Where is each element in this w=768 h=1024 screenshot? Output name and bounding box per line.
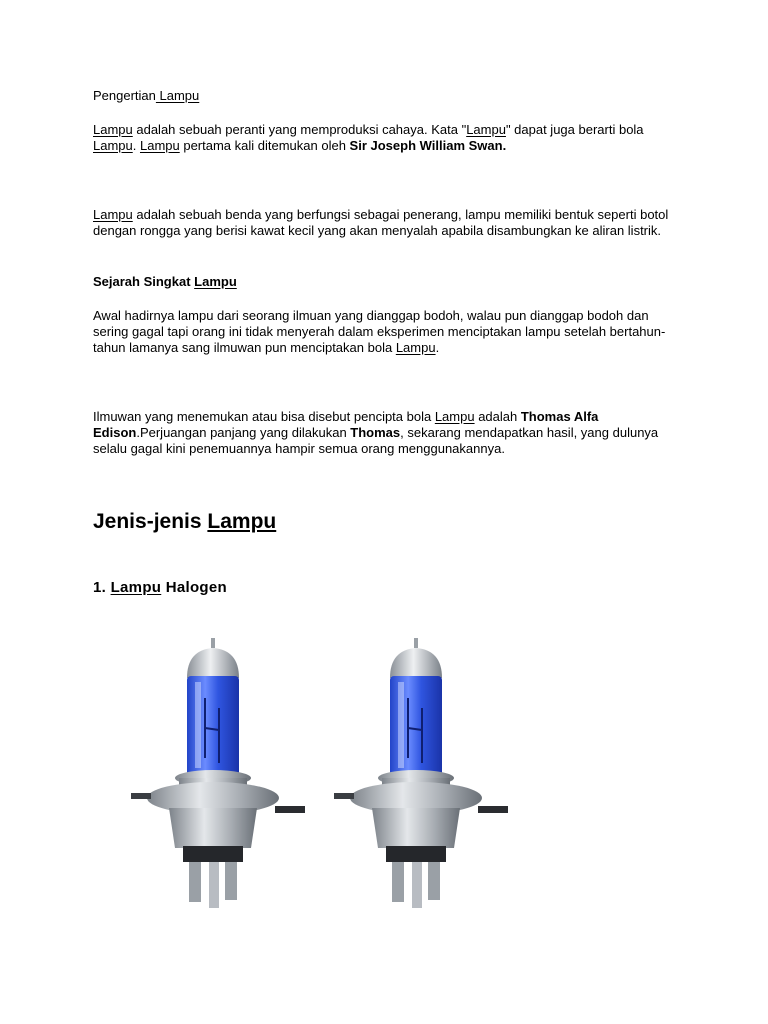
lampu-link[interactable]: Lampu	[434, 409, 475, 424]
lampu-link[interactable]: Lampu	[93, 122, 133, 137]
inventor-name: Thomas Alfa Edison	[93, 409, 599, 440]
lampu-link[interactable]: Lampu	[93, 138, 133, 153]
text: adalah	[474, 409, 521, 424]
text: pertama kali ditemukan oleh	[179, 138, 350, 153]
paragraph-inventor	[93, 409, 683, 457]
text: .	[132, 138, 140, 153]
text: Awal hadirnya lampu dari seorang ilmuan yang dianggap bodoh, walau pun dianggap bodoh dan sering gagal tapi orang ini tidak menyerah dalam eksperimen menciptakan lampu setelah bertahun-tahun lamanya sang ilmuwan pun menciptakan bola	[93, 308, 666, 355]
inventor-name: Sir Joseph William Swan.	[349, 138, 507, 153]
lampu-link[interactable]: Lampu	[395, 340, 436, 355]
paragraph-definition	[93, 122, 683, 154]
lampu-link[interactable]: Lampu	[93, 207, 133, 222]
lampu-link[interactable]: Lampu	[194, 274, 237, 289]
lampu-link[interactable]: Lampu	[466, 122, 506, 137]
halogen-subheading	[93, 578, 227, 598]
text: Sejarah Singkat	[93, 274, 195, 289]
text: adalah sebuah peranti yang memproduksi cahaya. Kata "	[132, 122, 467, 137]
text: Jenis-jenis	[93, 510, 208, 533]
lampu-link[interactable]: Lampu	[155, 88, 200, 103]
lampu-link[interactable]: Lampu	[207, 510, 277, 533]
text: 1.	[93, 579, 111, 596]
lampu-link[interactable]: Lampu	[110, 579, 162, 596]
sejarah-heading	[93, 274, 683, 290]
text: Halogen	[161, 579, 227, 596]
inventor-name: Thomas	[350, 425, 401, 440]
text: Ilmuwan yang menemukan atau bisa disebut pencipta bola	[93, 409, 435, 424]
text: .	[435, 340, 440, 355]
text: , sekarang mendapatkan hasil, yang dulunya selalu gagal kini penemuannya hampir semua orang menggunakannya.	[93, 425, 659, 456]
paragraph-function	[93, 207, 683, 239]
halogen-bulbs-image	[118, 620, 548, 930]
title-text: Pengertian	[93, 88, 156, 103]
text: " dapat juga berarti bola	[505, 122, 644, 137]
jenis-heading	[93, 508, 276, 536]
paragraph-history	[93, 308, 683, 356]
lampu-link[interactable]: Lampu	[139, 138, 180, 153]
text: adalah sebuah benda yang berfungsi sebagai penerang, lampu memiliki bentuk seperti botol dengan rongga yang berisi kawat kecil yang akan menyalah apabila disambungkan ke aliran listrik.	[93, 207, 669, 238]
text: .Perjuangan panjang yang dilakukan	[136, 425, 351, 440]
section-title	[93, 88, 683, 104]
